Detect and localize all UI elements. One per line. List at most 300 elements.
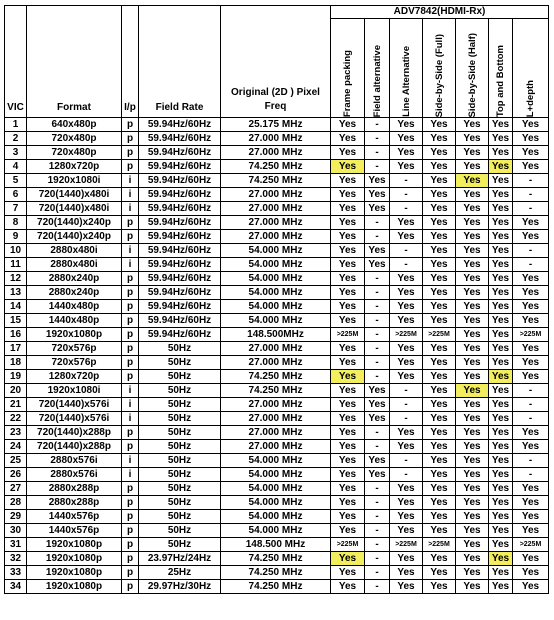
- cell-mode-field-alternative: Yes: [365, 454, 390, 468]
- cell-format: 720x480p: [27, 132, 122, 146]
- cell-mode-field-alternative: -: [365, 524, 390, 538]
- cell-field-rate: 50Hz: [139, 468, 221, 482]
- cell-mode-l-depth: Yes: [513, 580, 549, 594]
- cell-field-rate: 59.94Hz/60Hz: [139, 328, 221, 342]
- cell-ip: p: [122, 538, 139, 552]
- cell-mode-frame-packing: Yes: [331, 174, 365, 188]
- cell-vic: 24: [5, 440, 27, 454]
- cell-field-rate: 59.94Hz/60Hz: [139, 216, 221, 230]
- cell-vic: 1: [5, 118, 27, 132]
- table-row: [5, 342, 549, 356]
- table-row: [5, 160, 549, 174]
- cell-mode-l-depth: Yes: [513, 300, 549, 314]
- cell-mode-sbs-full: Yes: [423, 510, 456, 524]
- cell-mode-sbs-half: Yes: [456, 566, 489, 580]
- cell-mode-frame-packing: Yes: [331, 496, 365, 510]
- cell-mode-frame-packing: Yes: [331, 510, 365, 524]
- cell-mode-line-alternative: Yes: [390, 118, 423, 132]
- cell-vic: 26: [5, 468, 27, 482]
- cell-mode-frame-packing: Yes: [331, 118, 365, 132]
- cell-mode-l-depth: Yes: [513, 272, 549, 286]
- cell-mode-frame-packing: Yes: [331, 356, 365, 370]
- cell-format: 1440x576p: [27, 524, 122, 538]
- cell-format: 2880x480i: [27, 258, 122, 272]
- cell-mode-line-alternative: Yes: [390, 426, 423, 440]
- cell-mode-frame-packing: Yes: [331, 566, 365, 580]
- cell-mode-line-alternative: -: [390, 244, 423, 258]
- cell-field-rate: 50Hz: [139, 370, 221, 384]
- table-row: [5, 230, 549, 244]
- cell-mode-top-and-bottom: Yes: [489, 552, 513, 566]
- cell-pixel-freq: 27.000 MHz: [221, 132, 331, 146]
- cell-mode-sbs-half: Yes: [456, 552, 489, 566]
- cell-mode-sbs-half: Yes: [456, 454, 489, 468]
- cell-format: 2880x240p: [27, 286, 122, 300]
- cell-mode-top-and-bottom: Yes: [489, 272, 513, 286]
- cell-mode-sbs-half: Yes: [456, 286, 489, 300]
- cell-mode-top-and-bottom: Yes: [489, 440, 513, 454]
- cell-mode-field-alternative: -: [365, 342, 390, 356]
- cell-mode-l-depth: -: [513, 258, 549, 272]
- cell-ip: p: [122, 580, 139, 594]
- cell-mode-l-depth: Yes: [513, 426, 549, 440]
- cell-mode-top-and-bottom: Yes: [489, 510, 513, 524]
- cell-ip: p: [122, 160, 139, 174]
- cell-mode-field-alternative: Yes: [365, 468, 390, 482]
- cell-field-rate: 59.94Hz/60Hz: [139, 118, 221, 132]
- cell-ip: i: [122, 202, 139, 216]
- table-row: [5, 426, 549, 440]
- cell-mode-field-alternative: -: [365, 426, 390, 440]
- cell-ip: p: [122, 496, 139, 510]
- cell-mode-l-depth: Yes: [513, 552, 549, 566]
- cell-mode-l-depth: Yes: [513, 370, 549, 384]
- cell-ip: p: [122, 426, 139, 440]
- cell-field-rate: 59.94Hz/60Hz: [139, 272, 221, 286]
- cell-mode-l-depth: -: [513, 412, 549, 426]
- cell-ip: i: [122, 244, 139, 258]
- cell-vic: 4: [5, 160, 27, 174]
- cell-field-rate: 50Hz: [139, 398, 221, 412]
- table-row: [5, 258, 549, 272]
- cell-pixel-freq: 27.000 MHz: [221, 356, 331, 370]
- cell-field-rate: 23.97Hz/24Hz: [139, 552, 221, 566]
- cell-mode-sbs-half: Yes: [456, 384, 489, 398]
- cell-ip: i: [122, 454, 139, 468]
- cell-pixel-freq: 54.000 MHz: [221, 286, 331, 300]
- cell-mode-line-alternative: Yes: [390, 552, 423, 566]
- cell-mode-sbs-full: Yes: [423, 342, 456, 356]
- cell-ip: i: [122, 258, 139, 272]
- cell-mode-top-and-bottom: Yes: [489, 216, 513, 230]
- cell-format: 720(1440)x240p: [27, 216, 122, 230]
- cell-mode-sbs-full: Yes: [423, 132, 456, 146]
- cell-mode-sbs-full: Yes: [423, 146, 456, 160]
- cell-mode-top-and-bottom: Yes: [489, 482, 513, 496]
- cell-format: 1920x1080i: [27, 174, 122, 188]
- table-row: [5, 314, 549, 328]
- table-row: [5, 538, 549, 552]
- cell-mode-sbs-full: Yes: [423, 300, 456, 314]
- cell-vic: 32: [5, 552, 27, 566]
- cell-field-rate: 50Hz: [139, 482, 221, 496]
- cell-field-rate: 50Hz: [139, 440, 221, 454]
- cell-ip: p: [122, 552, 139, 566]
- cell-pixel-freq: 27.000 MHz: [221, 412, 331, 426]
- cell-field-rate: 29.97Hz/30Hz: [139, 580, 221, 594]
- cell-format: 720(1440)x480i: [27, 188, 122, 202]
- cell-mode-l-depth: Yes: [513, 146, 549, 160]
- cell-ip: p: [122, 216, 139, 230]
- cell-mode-sbs-full: Yes: [423, 370, 456, 384]
- cell-mode-field-alternative: -: [365, 538, 390, 552]
- cell-field-rate: 50Hz: [139, 524, 221, 538]
- header-vic: VIC: [5, 6, 27, 118]
- cell-mode-frame-packing: Yes: [331, 244, 365, 258]
- cell-mode-sbs-half: Yes: [456, 258, 489, 272]
- cell-field-rate: 59.94Hz/60Hz: [139, 160, 221, 174]
- cell-mode-sbs-half: Yes: [456, 538, 489, 552]
- cell-pixel-freq: 54.000 MHz: [221, 468, 331, 482]
- cell-mode-sbs-full: Yes: [423, 272, 456, 286]
- cell-mode-l-depth: -: [513, 454, 549, 468]
- cell-vic: 17: [5, 342, 27, 356]
- cell-mode-line-alternative: -: [390, 258, 423, 272]
- cell-ip: i: [122, 468, 139, 482]
- header-mode-frame-packing: Frame packing: [331, 19, 365, 118]
- cell-mode-l-depth: Yes: [513, 440, 549, 454]
- header-ip: I/p: [122, 6, 139, 118]
- cell-pixel-freq: 54.000 MHz: [221, 258, 331, 272]
- cell-mode-frame-packing: Yes: [331, 370, 365, 384]
- cell-mode-sbs-half: Yes: [456, 370, 489, 384]
- cell-mode-frame-packing: Yes: [331, 188, 365, 202]
- cell-format: 720(1440)x480i: [27, 202, 122, 216]
- cell-mode-frame-packing: Yes: [331, 468, 365, 482]
- cell-pixel-freq: 148.500MHz: [221, 328, 331, 342]
- cell-mode-sbs-full: Yes: [423, 426, 456, 440]
- table-row: [5, 384, 549, 398]
- cell-mode-frame-packing: Yes: [331, 524, 365, 538]
- cell-mode-sbs-half: Yes: [456, 132, 489, 146]
- cell-mode-sbs-full: Yes: [423, 412, 456, 426]
- cell-mode-l-depth: Yes: [513, 342, 549, 356]
- cell-ip: p: [122, 146, 139, 160]
- cell-format: 640x480p: [27, 118, 122, 132]
- table-row: [5, 300, 549, 314]
- cell-mode-sbs-full: Yes: [423, 258, 456, 272]
- cell-vic: 27: [5, 482, 27, 496]
- cell-mode-top-and-bottom: Yes: [489, 118, 513, 132]
- cell-mode-field-alternative: -: [365, 482, 390, 496]
- cell-mode-sbs-half: Yes: [456, 314, 489, 328]
- cell-vic: 3: [5, 146, 27, 160]
- cell-mode-field-alternative: -: [365, 496, 390, 510]
- cell-mode-field-alternative: -: [365, 314, 390, 328]
- cell-mode-line-alternative: Yes: [390, 496, 423, 510]
- cell-mode-field-alternative: -: [365, 216, 390, 230]
- cell-format: 2880x480i: [27, 244, 122, 258]
- cell-mode-frame-packing: Yes: [331, 412, 365, 426]
- cell-vic: 30: [5, 524, 27, 538]
- cell-mode-line-alternative: Yes: [390, 482, 423, 496]
- cell-mode-line-alternative: -: [390, 454, 423, 468]
- cell-mode-line-alternative: >225M: [390, 538, 423, 552]
- table-row: [5, 188, 549, 202]
- cell-mode-line-alternative: Yes: [390, 440, 423, 454]
- cell-ip: i: [122, 398, 139, 412]
- cell-vic: 21: [5, 398, 27, 412]
- cell-pixel-freq: 148.500 MHz: [221, 538, 331, 552]
- cell-mode-top-and-bottom: Yes: [489, 300, 513, 314]
- cell-field-rate: 50Hz: [139, 356, 221, 370]
- cell-field-rate: 59.94Hz/60Hz: [139, 314, 221, 328]
- cell-mode-top-and-bottom: Yes: [489, 412, 513, 426]
- cell-mode-sbs-full: Yes: [423, 468, 456, 482]
- cell-mode-sbs-half: Yes: [456, 160, 489, 174]
- cell-mode-line-alternative: -: [390, 384, 423, 398]
- cell-mode-sbs-full: Yes: [423, 566, 456, 580]
- cell-pixel-freq: 27.000 MHz: [221, 440, 331, 454]
- cell-mode-frame-packing: Yes: [331, 314, 365, 328]
- cell-mode-l-depth: Yes: [513, 160, 549, 174]
- cell-ip: p: [122, 314, 139, 328]
- cell-vic: 8: [5, 216, 27, 230]
- cell-mode-sbs-full: Yes: [423, 160, 456, 174]
- cell-pixel-freq: 54.000 MHz: [221, 482, 331, 496]
- cell-mode-frame-packing: Yes: [331, 342, 365, 356]
- cell-vic: 28: [5, 496, 27, 510]
- cell-mode-line-alternative: Yes: [390, 146, 423, 160]
- cell-ip: p: [122, 524, 139, 538]
- cell-ip: p: [122, 272, 139, 286]
- cell-mode-frame-packing: Yes: [331, 202, 365, 216]
- header-mode-l-depth: L+depth: [513, 19, 549, 118]
- cell-mode-sbs-full: Yes: [423, 230, 456, 244]
- cell-mode-sbs-half: Yes: [456, 174, 489, 188]
- cell-vic: 23: [5, 426, 27, 440]
- cell-mode-line-alternative: Yes: [390, 580, 423, 594]
- cell-vic: 5: [5, 174, 27, 188]
- cell-mode-field-alternative: -: [365, 300, 390, 314]
- cell-mode-line-alternative: -: [390, 174, 423, 188]
- cell-mode-sbs-half: Yes: [456, 230, 489, 244]
- cell-mode-top-and-bottom: Yes: [489, 342, 513, 356]
- cell-mode-frame-packing: Yes: [331, 230, 365, 244]
- cell-format: 1280x720p: [27, 370, 122, 384]
- table-row: [5, 454, 549, 468]
- cell-vic: 14: [5, 300, 27, 314]
- table-row: [5, 496, 549, 510]
- cell-mode-sbs-half: Yes: [456, 510, 489, 524]
- cell-ip: p: [122, 132, 139, 146]
- cell-mode-l-depth: >225M: [513, 538, 549, 552]
- cell-pixel-freq: 74.250 MHz: [221, 552, 331, 566]
- cell-mode-frame-packing: Yes: [331, 384, 365, 398]
- cell-mode-sbs-full: Yes: [423, 482, 456, 496]
- cell-mode-top-and-bottom: Yes: [489, 244, 513, 258]
- cell-mode-frame-packing: >225M: [331, 538, 365, 552]
- cell-vic: 34: [5, 580, 27, 594]
- cell-pixel-freq: 27.000 MHz: [221, 426, 331, 440]
- cell-pixel-freq: 27.000 MHz: [221, 398, 331, 412]
- cell-vic: 20: [5, 384, 27, 398]
- cell-mode-field-alternative: -: [365, 146, 390, 160]
- cell-mode-frame-packing: Yes: [331, 216, 365, 230]
- cell-mode-field-alternative: Yes: [365, 202, 390, 216]
- cell-mode-field-alternative: Yes: [365, 174, 390, 188]
- cell-mode-l-depth: Yes: [513, 216, 549, 230]
- cell-ip: i: [122, 174, 139, 188]
- cell-mode-line-alternative: Yes: [390, 314, 423, 328]
- cell-mode-frame-packing: Yes: [331, 482, 365, 496]
- cell-mode-l-depth: Yes: [513, 524, 549, 538]
- cell-mode-field-alternative: Yes: [365, 384, 390, 398]
- table-row: [5, 174, 549, 188]
- cell-mode-top-and-bottom: Yes: [489, 286, 513, 300]
- cell-field-rate: 50Hz: [139, 384, 221, 398]
- cell-vic: 7: [5, 202, 27, 216]
- cell-field-rate: 59.94Hz/60Hz: [139, 244, 221, 258]
- cell-format: 2880x576i: [27, 468, 122, 482]
- cell-field-rate: 50Hz: [139, 426, 221, 440]
- cell-mode-line-alternative: Yes: [390, 272, 423, 286]
- cell-mode-l-depth: >225M: [513, 328, 549, 342]
- table-row: [5, 244, 549, 258]
- cell-pixel-freq: 54.000 MHz: [221, 244, 331, 258]
- cell-format: 1920x1080p: [27, 552, 122, 566]
- cell-ip: p: [122, 482, 139, 496]
- cell-pixel-freq: 27.000 MHz: [221, 216, 331, 230]
- cell-mode-line-alternative: -: [390, 398, 423, 412]
- table-row: [5, 412, 549, 426]
- table-body: [5, 118, 549, 594]
- cell-mode-sbs-full: Yes: [423, 524, 456, 538]
- cell-vic: 25: [5, 454, 27, 468]
- cell-mode-top-and-bottom: Yes: [489, 566, 513, 580]
- cell-mode-field-alternative: -: [365, 580, 390, 594]
- cell-pixel-freq: 54.000 MHz: [221, 300, 331, 314]
- cell-mode-l-depth: Yes: [513, 132, 549, 146]
- cell-format: 720(1440)x240p: [27, 230, 122, 244]
- cell-mode-frame-packing: Yes: [331, 454, 365, 468]
- cell-vic: 22: [5, 412, 27, 426]
- cell-ip: i: [122, 384, 139, 398]
- cell-vic: 12: [5, 272, 27, 286]
- cell-mode-top-and-bottom: Yes: [489, 384, 513, 398]
- cell-field-rate: 50Hz: [139, 510, 221, 524]
- cell-field-rate: 59.94Hz/60Hz: [139, 230, 221, 244]
- cell-pixel-freq: 54.000 MHz: [221, 524, 331, 538]
- cell-field-rate: 50Hz: [139, 412, 221, 426]
- cell-mode-sbs-half: Yes: [456, 482, 489, 496]
- cell-format: 720(1440)x576i: [27, 398, 122, 412]
- cell-ip: p: [122, 230, 139, 244]
- table-row: [5, 482, 549, 496]
- cell-format: 720(1440)x288p: [27, 426, 122, 440]
- cell-mode-line-alternative: Yes: [390, 216, 423, 230]
- cell-mode-l-depth: Yes: [513, 510, 549, 524]
- cell-mode-line-alternative: -: [390, 412, 423, 426]
- header-field-rate: Field Rate: [139, 6, 221, 118]
- cell-mode-field-alternative: Yes: [365, 398, 390, 412]
- cell-mode-sbs-half: Yes: [456, 398, 489, 412]
- cell-mode-field-alternative: -: [365, 566, 390, 580]
- cell-vic: 31: [5, 538, 27, 552]
- cell-mode-field-alternative: -: [365, 160, 390, 174]
- cell-mode-field-alternative: Yes: [365, 188, 390, 202]
- cell-mode-line-alternative: Yes: [390, 510, 423, 524]
- cell-pixel-freq: 27.000 MHz: [221, 188, 331, 202]
- cell-mode-sbs-half: Yes: [456, 412, 489, 426]
- table-row: [5, 524, 549, 538]
- header-mode-top-and-bottom: Top and Bottom: [489, 19, 513, 118]
- cell-ip: p: [122, 118, 139, 132]
- cell-mode-top-and-bottom: Yes: [489, 370, 513, 384]
- cell-pixel-freq: 27.000 MHz: [221, 202, 331, 216]
- cell-mode-l-depth: -: [513, 174, 549, 188]
- table-row: [5, 216, 549, 230]
- cell-pixel-freq: 27.000 MHz: [221, 342, 331, 356]
- cell-mode-sbs-full: Yes: [423, 286, 456, 300]
- table-row: [5, 552, 549, 566]
- cell-ip: i: [122, 412, 139, 426]
- table-row: [5, 440, 549, 454]
- cell-mode-top-and-bottom: Yes: [489, 146, 513, 160]
- cell-mode-line-alternative: Yes: [390, 230, 423, 244]
- cell-mode-sbs-half: Yes: [456, 524, 489, 538]
- cell-mode-field-alternative: -: [365, 230, 390, 244]
- cell-mode-top-and-bottom: Yes: [489, 398, 513, 412]
- cell-ip: p: [122, 356, 139, 370]
- cell-mode-sbs-full: Yes: [423, 356, 456, 370]
- cell-pixel-freq: 74.250 MHz: [221, 580, 331, 594]
- cell-mode-sbs-full: Yes: [423, 552, 456, 566]
- cell-pixel-freq: 54.000 MHz: [221, 314, 331, 328]
- cell-pixel-freq: 74.250 MHz: [221, 384, 331, 398]
- cell-mode-line-alternative: -: [390, 468, 423, 482]
- cell-mode-frame-packing: Yes: [331, 286, 365, 300]
- cell-mode-top-and-bottom: Yes: [489, 230, 513, 244]
- header-mode-sbs-half: Side-by-Side (Half): [456, 19, 489, 118]
- cell-format: 720(1440)x288p: [27, 440, 122, 454]
- cell-mode-field-alternative: -: [365, 440, 390, 454]
- cell-mode-top-and-bottom: Yes: [489, 174, 513, 188]
- cell-format: 2880x576i: [27, 454, 122, 468]
- cell-mode-top-and-bottom: Yes: [489, 314, 513, 328]
- cell-format: 1920x1080p: [27, 580, 122, 594]
- cell-mode-line-alternative: Yes: [390, 370, 423, 384]
- cell-ip: p: [122, 566, 139, 580]
- cell-field-rate: 59.94Hz/60Hz: [139, 174, 221, 188]
- cell-mode-line-alternative: Yes: [390, 524, 423, 538]
- cell-mode-l-depth: Yes: [513, 286, 549, 300]
- cell-mode-frame-packing: Yes: [331, 552, 365, 566]
- cell-mode-sbs-full: Yes: [423, 398, 456, 412]
- cell-mode-sbs-half: Yes: [456, 468, 489, 482]
- table-row: [5, 510, 549, 524]
- cell-mode-field-alternative: -: [365, 132, 390, 146]
- header-mode-field-alternative: Field alternative: [365, 19, 390, 118]
- cell-mode-l-depth: -: [513, 188, 549, 202]
- cell-mode-sbs-full: Yes: [423, 202, 456, 216]
- cell-pixel-freq: 54.000 MHz: [221, 272, 331, 286]
- cell-mode-field-alternative: -: [365, 272, 390, 286]
- table-row: [5, 580, 549, 594]
- cell-mode-sbs-full: Yes: [423, 454, 456, 468]
- cell-pixel-freq: 54.000 MHz: [221, 496, 331, 510]
- cell-mode-top-and-bottom: Yes: [489, 524, 513, 538]
